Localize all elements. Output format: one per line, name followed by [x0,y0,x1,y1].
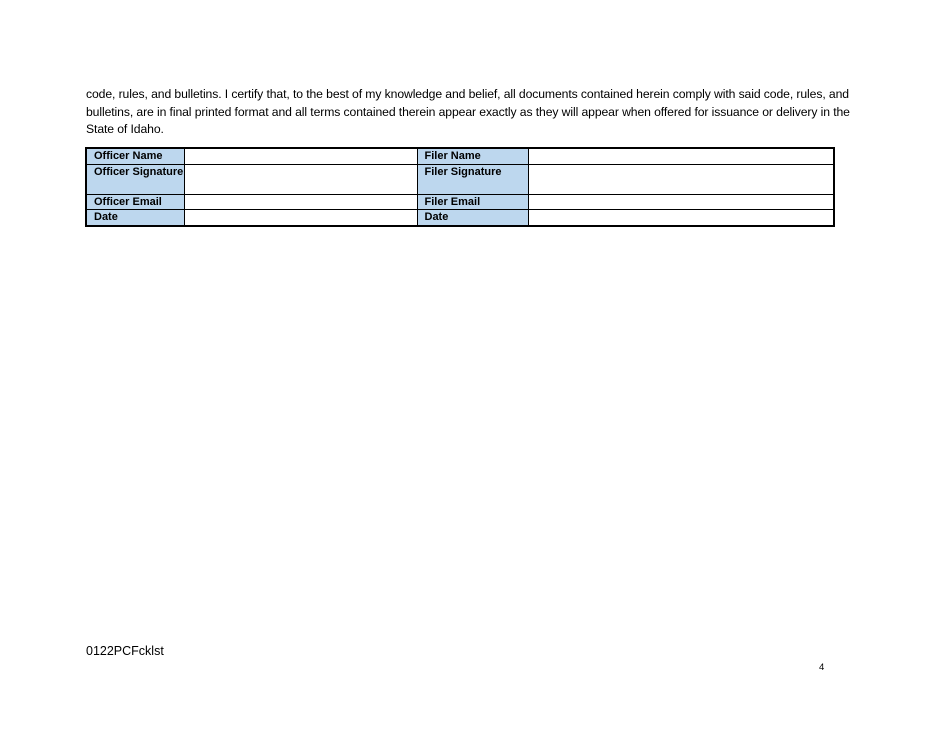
filer-email-label: Filer Email [417,194,528,210]
officer-signature-label: Officer Signature [86,164,184,194]
officer-date-label: Date [86,210,184,226]
filer-name-field[interactable] [528,148,834,164]
footer-form-id: 0122PCFcklst [86,644,164,658]
page-number: 4 [819,662,825,673]
table-row [86,148,834,164]
table-row [86,210,834,226]
officer-date-field[interactable] [184,210,417,226]
table-row [86,194,834,210]
officer-name-field[interactable] [184,148,417,164]
certification-paragraph: code, rules, and bulletins. I certify that, to the best of my knowledge and belief, all documents contained herein comply with said code, rules, and bulletins, are in final printed format and all terms contained therein appear exactly as they will appear when offered for issuance or delivery in the State of Idaho. [86,87,850,137]
officer-email-label: Officer Email [86,194,184,210]
filer-name-label: Filer Name [417,148,528,164]
officer-email-field[interactable] [184,194,417,210]
filer-date-field[interactable] [528,210,834,226]
officer-signature-field[interactable] [184,164,417,194]
table-row [86,164,834,194]
filer-email-field[interactable] [528,194,834,210]
signature-table [85,147,835,227]
filer-signature-field[interactable] [528,164,834,194]
officer-name-label: Officer Name [86,148,184,164]
filer-date-label: Date [417,210,528,226]
filer-signature-label: Filer Signature [417,164,528,194]
